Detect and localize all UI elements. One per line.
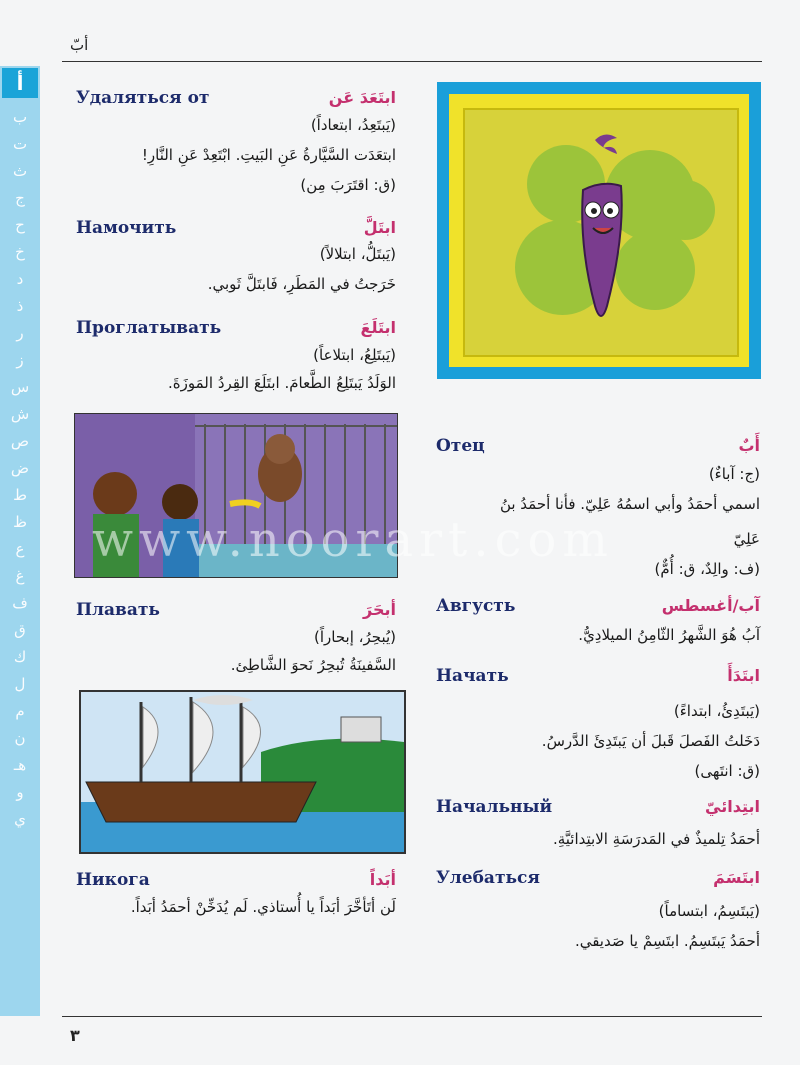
letter-tab[interactable]: ف [12,594,28,612]
entry-head-ibtasama: ابتَسَمَ [713,868,760,887]
entry-line: أحمَدُ يَبتَسِمُ. ابتَسِمْ يا صَديقي. [574,932,760,950]
letter-tab[interactable]: ض [10,459,30,477]
letter-tab[interactable]: ت [12,135,28,153]
entry-line: (ف: والِدٌ، ق: أُمٌّ) [654,560,760,578]
entry-ru-nachalnyy: Начальный [436,797,553,817]
entry-line: (يَبتَلِعُ، ابتلاعاً) [313,346,396,364]
letter-tab[interactable]: ذ [16,297,24,315]
letter-tab[interactable]: س [10,378,30,396]
entry-line: الوَلَدُ يَبتَلِعُ الطَّعامَ. ابتَلَعَ القِردُ المَوزَةَ. [168,374,396,392]
entry-line: السَّفينَةُ تُبحِرُ نَحوَ الشَّاطِئ. [230,656,396,674]
letter-tab[interactable]: غ [15,567,25,585]
letter-tab[interactable]: ش [10,405,30,423]
active-letter-tab[interactable]: أ [2,68,38,98]
entry-line: (ج: آباءٌ) [708,465,760,483]
watermark-text: www.noorart.com [92,512,614,568]
letter-tab[interactable]: ن [14,729,26,747]
entry-line: (يَبتَسِمُ، ابتساماً) [658,902,760,920]
letter-tab[interactable]: ث [12,162,28,180]
entry-head-ibtadaa: ابتَدَأَ [727,666,760,685]
entry-line: (يَبتَعِدُ، ابتعاداً) [310,116,396,134]
letter-tab[interactable]: ع [15,540,25,558]
page-number: ٣ [70,1026,80,1045]
letter-tab[interactable]: ط [13,486,27,504]
entry-head-ibtalaa: ابتَلَعَ [360,318,396,337]
entry-ru-nachat: Начать [436,666,509,686]
entry-ru-plavat: Плавать [76,600,160,620]
entry-ru-proglatyvat: Проглатывать [76,318,222,338]
letter-alif-illustration [437,82,761,379]
entry-line: (ق: اقتَرَبَ مِن) [300,176,396,194]
ship-scene-icon [81,692,404,852]
letter-tab[interactable]: و [16,783,24,801]
entry-line: آبُ هُوَ الشَّهرُ الثّامِنُ الميلادِيُّ. [578,626,760,644]
letter-tab[interactable]: ك [13,648,27,666]
letter-tab[interactable]: خ [15,243,25,261]
letter-tab[interactable]: د [16,270,24,288]
entry-head-ibtalla: ابتَلَّ [363,218,396,237]
entry-ru-avgust: Августь [436,596,516,616]
entry-ru-otets: Отец [436,436,485,456]
page-header-word: أبّ [70,36,89,54]
letter-tab[interactable]: ص [10,432,30,450]
letter-tab[interactable]: ح [15,216,25,234]
entry-line: (يَبتَدِئُ، ابتداءً) [673,702,760,720]
header-rule [62,61,762,62]
entry-head-ibtidaai: ابتِدائيّ [705,797,760,816]
letter-tab[interactable]: ي [14,810,26,828]
entry-line: اسمي أحمَدُ وأبي اسمُهُ عَلِيّ. فأنا أحمَدُ بنُ [499,495,760,513]
entry-head-ibtaada: ابتَعَدَ عَن [328,88,396,107]
letter-tab[interactable]: ق [14,621,26,639]
entry-line: ابتعَدَت السَّيَّارةُ عَنِ البَيتِ. ابْتَعِدْ عَنِ النَّارِ! [141,146,396,164]
entry-ru-nikoga: Никога [76,870,150,890]
entry-head-ab: أَبٌ [738,436,760,455]
entry-line: (يُبحِرُ، إبحاراً) [314,628,396,646]
entry-line: (ق: انتَهى) [694,762,760,780]
alif-character-icon [465,110,737,355]
entry-head-aab: آب/أغسطس [661,596,760,615]
letter-index-list [0,104,40,833]
letter-tab[interactable]: ب [12,108,28,126]
entry-head-abhara: أبحَرَ [363,600,396,619]
letter-tab[interactable]: ز [16,351,24,369]
entry-head-abadan: أبَداً [369,870,396,889]
entry-line: خَرَجتُ في المَطَرِ، فَابتَلَّ ثَوبي. [207,275,396,293]
entry-ru-namochit: Намочить [76,218,177,238]
entry-ru-ulebatsya: Улебаться [436,868,540,888]
letter-tab[interactable]: ج [15,189,25,207]
letter-tab[interactable]: م [15,702,25,720]
entry-line: أحمَدُ تِلميذٌ في المَدرَسَةِ الابتِدائيَّةِ. [552,830,760,848]
footer-rule [62,1016,762,1017]
entry-line: عَلِيّ [733,530,760,548]
entry-line: لَن أتَأخَّرَ أبَداً يا أُستاذي. لَم يُدَخِّنْ أحمَدُ أبَداً. [130,898,396,916]
letter-tab[interactable]: ظ [13,513,27,531]
letter-tab[interactable]: ر [16,324,24,342]
letter-tab[interactable]: ل [14,675,26,693]
letter-tab[interactable]: هـ [13,756,27,774]
sailing-ship-picture [79,690,406,854]
entry-line: دَخَلتُ الفَصلَ قَبلَ أن يَبتَدِئَ الدَّرسُ. [541,732,760,750]
entry-ru-udalyatsya: Удаляться от [76,88,210,108]
entry-line: (يَبتَلُّ، ابتلالاً) [319,245,396,263]
